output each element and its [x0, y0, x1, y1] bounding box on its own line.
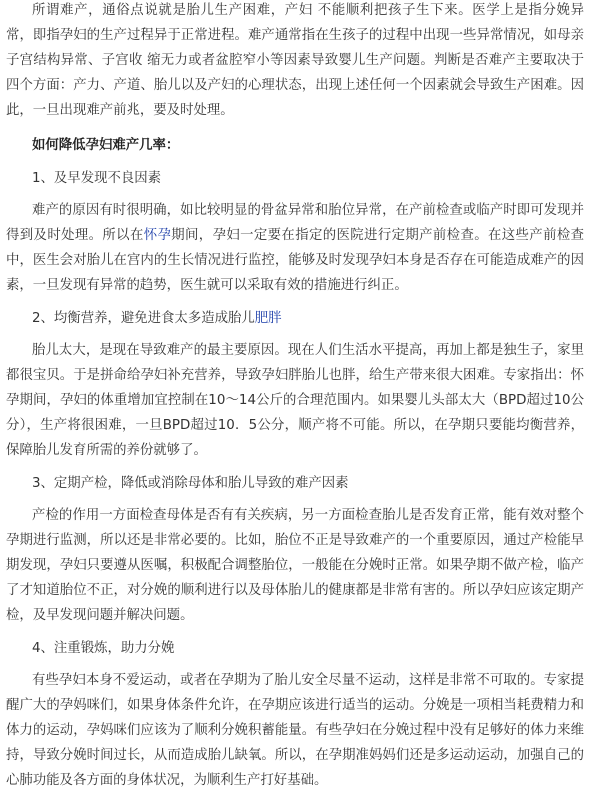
- tip-3-title: 3、定期产检，降低或消除母体和胎儿导致的难产因素: [32, 476, 349, 491]
- tip-3-body: 产检的作用一方面检查母体是否有有关疾病，另一方面检查胎儿是否发育正常，能有效对整个孕期进行监测，所以还是非常必要的。比如，胎位不正是导致难产的一个重要原因，通过产检能早期发现，孕妇只要遵从医嘱，积极配合调整胎位，一般能在分娩时正常。如果孕期不做产检，临产了才知道胎位不正，对分娩的顺利进行以及母体胎儿的健康都是非常有害的。所以孕妇应该定期产检，及早发现问题并解决问题。: [6, 508, 584, 623]
- tip-2-title: [6, 307, 584, 331]
- tip-4-title: 4、注重锻炼，助力分娩: [32, 641, 175, 656]
- tip-1-title: 1、及早发现不良因素: [32, 171, 162, 186]
- tip-1-body-start: 难产的原因有时很明确，如比较明显的骨盆异常和胎位异常，在产前检查或临产时即可发现并得到及时处理。所以在: [6, 203, 584, 243]
- tip-2-body: 胎儿太大，是现在导致难产的最主要原因。现在人们生活水平提高，再加上都是独生子，家里都很宝贝。于是拼命给孕妇补充营养，导致孕妇胖胎儿也胖，给生产带来很大困难。专家指出：怀孕期间，孕妇的体重增加宜控制在10～14公斤的合理范围内。如果婴儿头部太大（BPD超过10公分），生产将很困难，一旦BPD超过10．5公分，顺产将不可能。所以，在孕期只要能均衡营养，保障胎儿发育所需的养份就够了。: [6, 343, 584, 458]
- tip-1-body-end: 期间，孕妇一定要在指定的医院进行定期产前检查。在这些产前检查中，医生会对胎儿在宫内的生长情况进行监控，能够及时发现孕妇本身是否存在可能造成难产的因素，一旦发现有异常的趋势，医生就可以采取有效的措施进行纠正。: [6, 228, 585, 293]
- obesity-link[interactable]: 肥胖: [254, 311, 282, 326]
- tip-1-body: [6, 198, 584, 298]
- intro-paragraph: 所谓难产，通俗点说就是胎儿生产困难，产妇 不能顺利把孩子生下来。医学上是指分娩异常，即指孕妇的生产过程异于正常进程。难产通常指在生孩子的过程中出现一些异常情况，如母亲子宫结构异常、子宫收 缩无力或者盆腔窄小等因素导致婴儿生产问题。判断是否难产主要取决于四个方面：产力、产道、胎儿以及产妇的心理状态，出现上述任何一个因素就会导致生产困难。因此，一旦出现难产前兆，要及时处理。: [6, 3, 584, 118]
- tip-2-title-text: 2、均衡营养，避免进食太多造成胎儿: [32, 311, 255, 326]
- tip-4-body: 有些孕妇本身不爱运动，或者在孕期为了胎儿安全尽量不运动，这样是非常不可取的。专家提醒广大的孕妈咪们，如果身体条件允许，在孕期应该进行适当的运动。分娩是一项相当耗费精力和体力的运动，孕妈咪们应该为了顺利分娩积蓄能量。有些孕妇在分娩过程中没有足够好的体力来维持，导致分娩时间过长，从而造成胎儿缺氧。所以，在孕期准妈妈们还是多运动运动，加强自己的心肺功能及各方面的身体状况，为顺利生产打好基础。: [6, 673, 584, 788]
- section-heading: 如何降低孕妇难产几率：: [32, 138, 180, 153]
- pregnancy-link[interactable]: 怀孕: [143, 228, 172, 243]
